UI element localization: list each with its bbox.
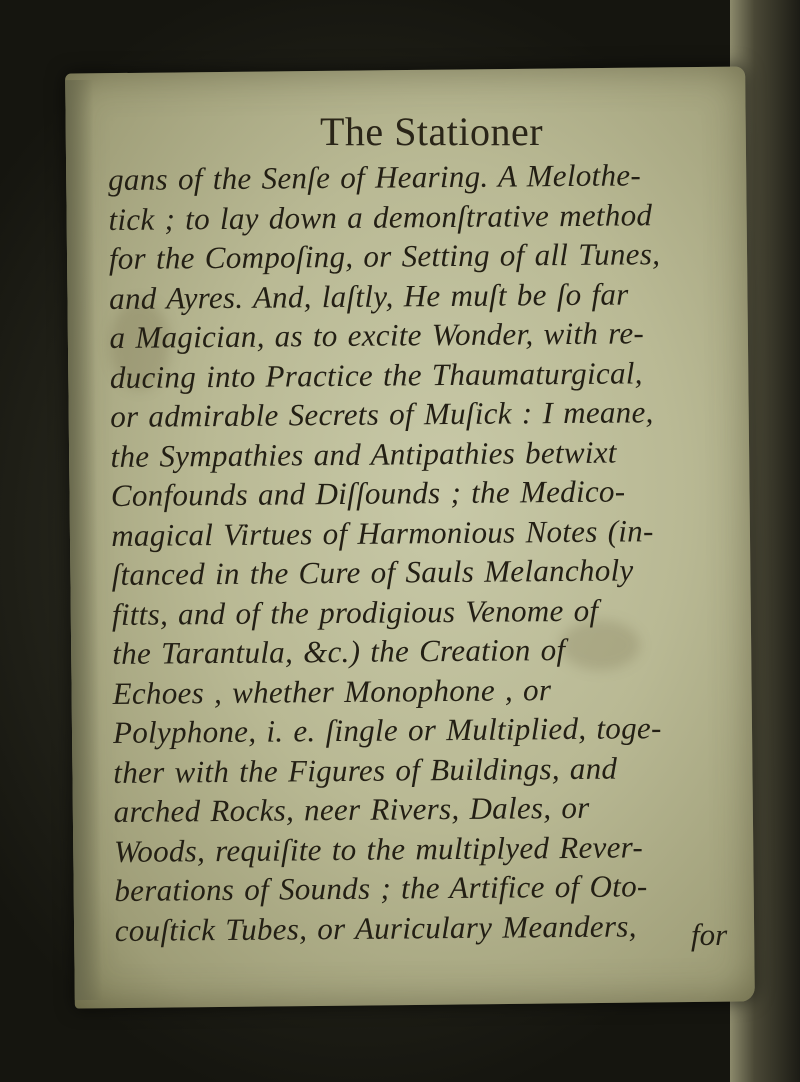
text-line: gans of the Senſe of Hearing. A Melothe- (108, 157, 642, 197)
text-line: fitts, and of the prodigious Venome of (111, 592, 599, 632)
running-head: The Stationer (320, 109, 544, 154)
text-line: Polyphone, i. e. ſingle or Multiplied, toge- (112, 710, 662, 750)
text-line: a Magician, as to excite Wonder, with re- (109, 315, 645, 355)
text-line: couſtick Tubes, or Auriculary Meanders, (114, 907, 637, 948)
text-line: tick ; to lay down a demonſtrative method (108, 196, 653, 237)
text-line: magical Virtues of Harmonious Notes (in- (111, 512, 654, 553)
text-line: or admirable Secrets of Muſick : I meane, (110, 394, 654, 434)
text-line: for the Compoſing, or Setting of all Tunes, (108, 236, 661, 276)
text-line: arched Rocks, neer Rivers, Dales, or (113, 789, 590, 829)
text-line: ducing into Practice the Thaumaturgical, (109, 354, 643, 395)
text-line: Echoes , whether Monophone , or (112, 671, 552, 711)
text-line: Woods, requiſite to the multiplyed Rever- (113, 828, 644, 869)
text-line: and Ayres. And, laſtly, He muſt be ſo far (109, 275, 629, 316)
text-line: berations of Sounds ; the Artifice of Oto- (114, 868, 648, 908)
catchword: for (691, 917, 728, 952)
body-text (108, 154, 755, 950)
text-line: the Tarantula, &c.) the Creation of (112, 632, 566, 671)
text-line: ther with the Figures of Buildings, and (113, 750, 618, 790)
text-line: ſtanced in the Cure of Sauls Melancholy (111, 552, 634, 592)
text-line: the Sympathies and Antipathies betwixt (110, 434, 617, 474)
text-line: Confounds and Diſſounds ; the Medico- (110, 473, 626, 513)
